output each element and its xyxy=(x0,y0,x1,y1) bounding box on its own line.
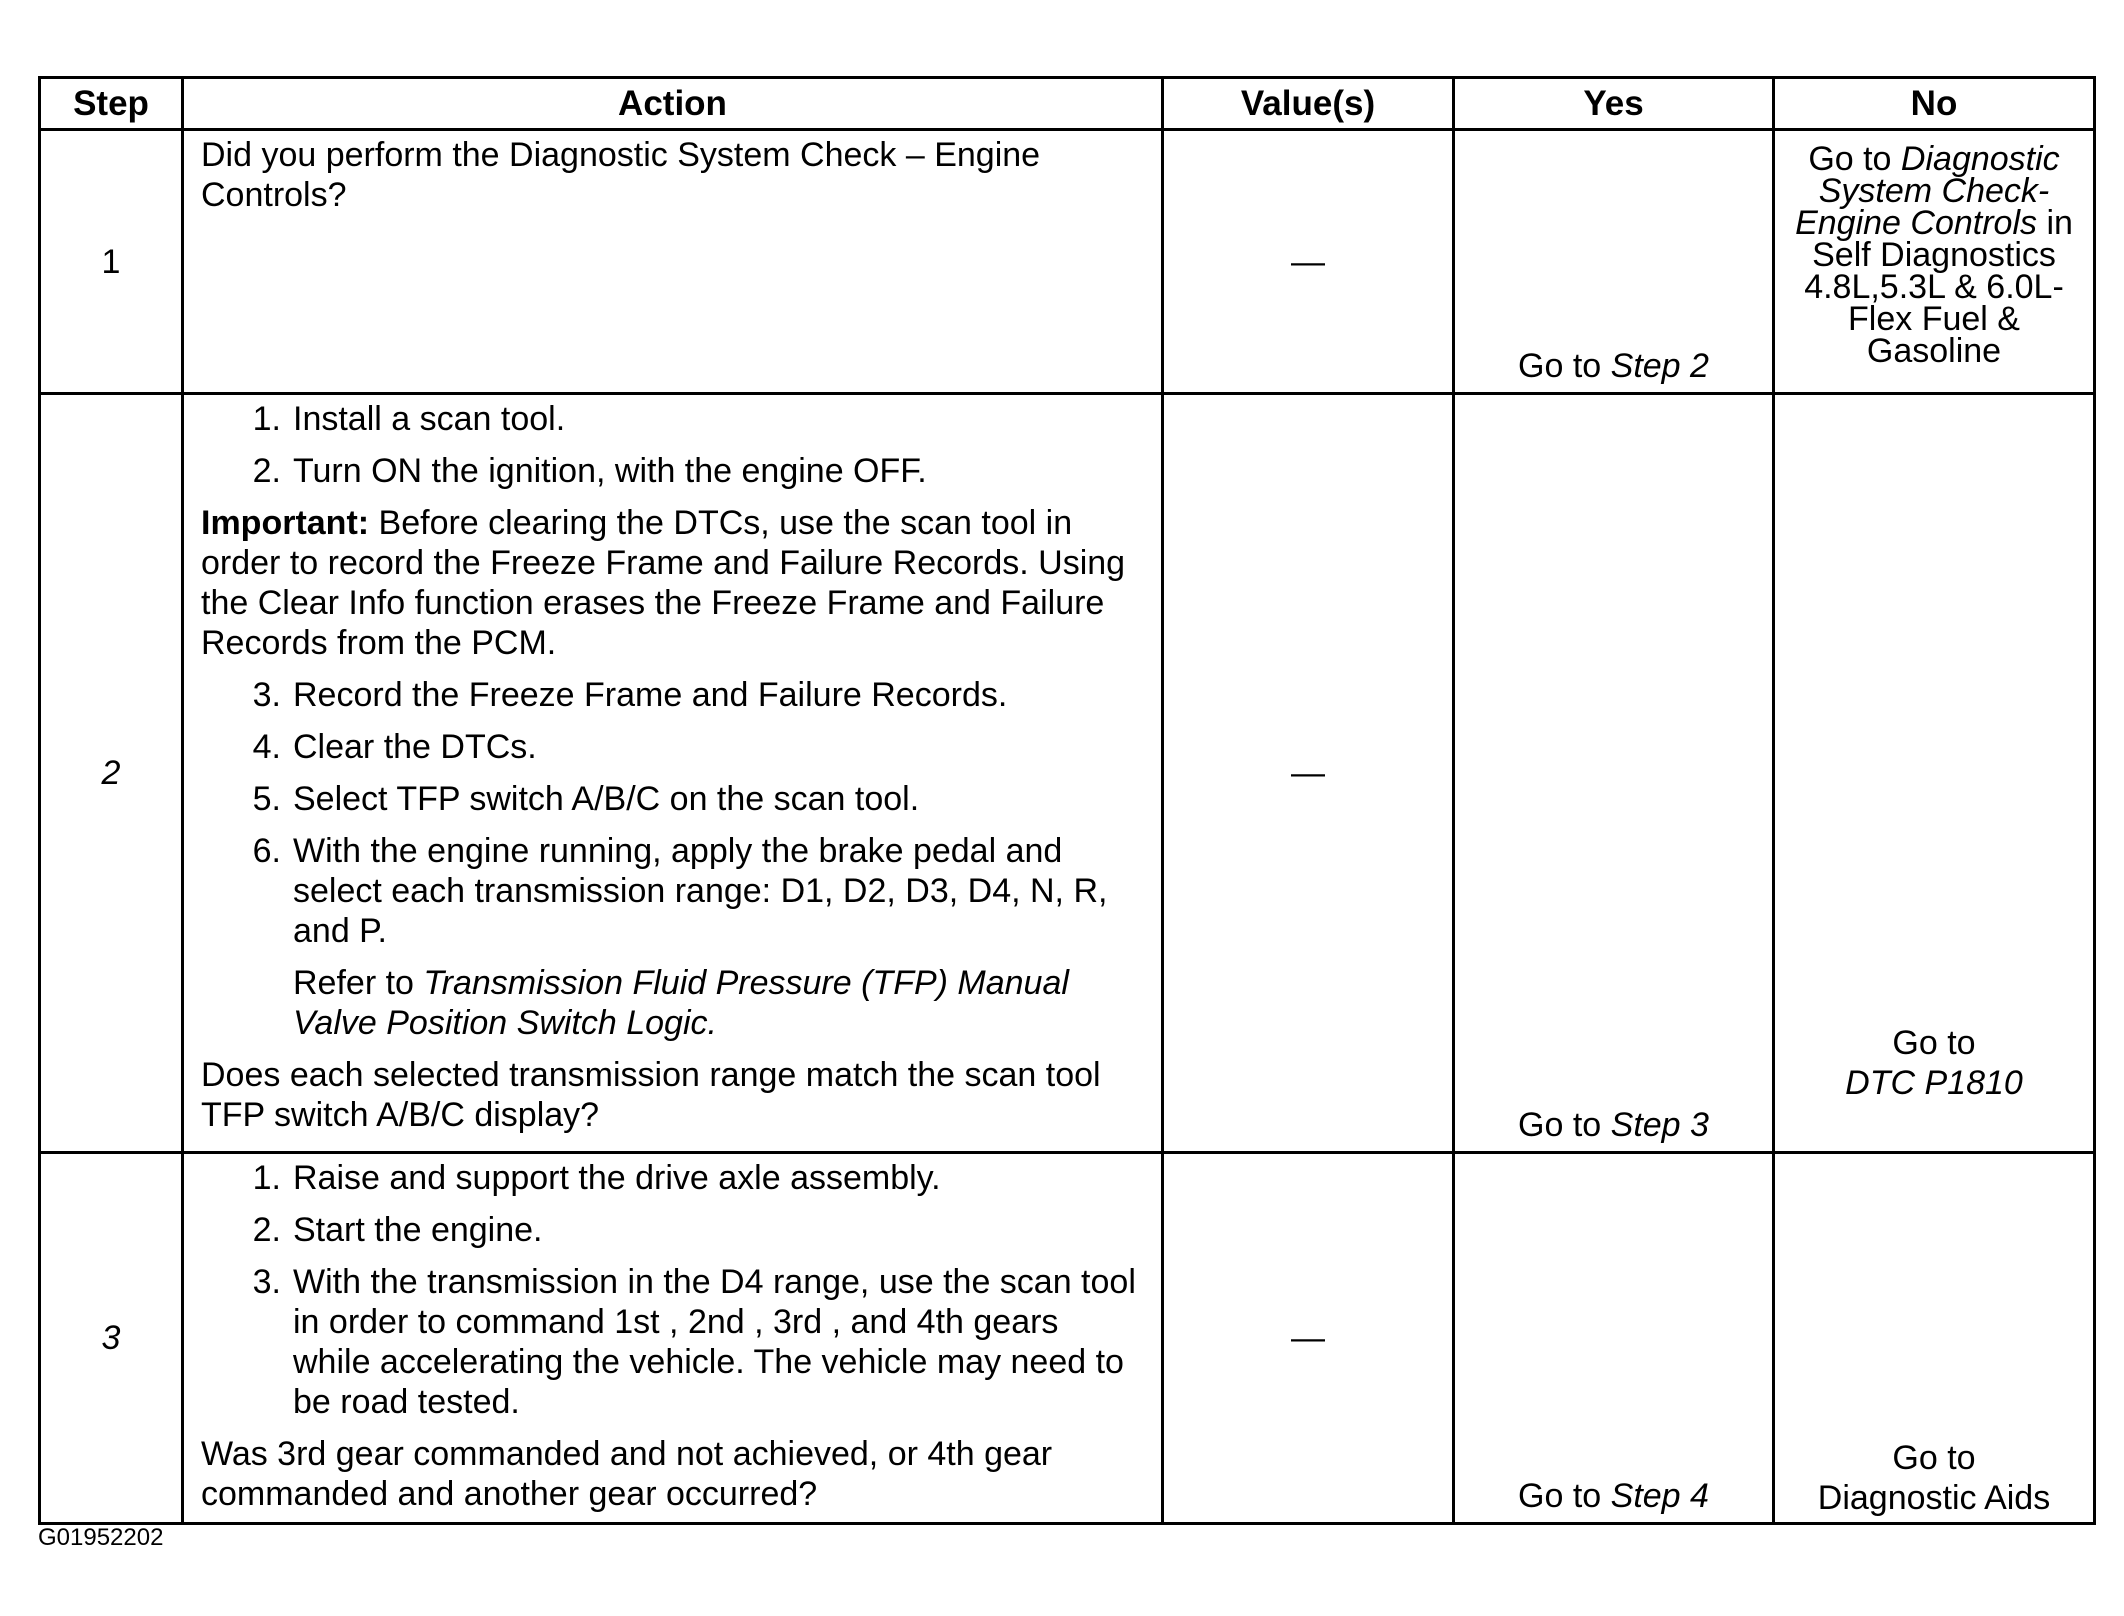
list-item: 2. Start the engine. xyxy=(252,1211,543,1249)
step-number: 1 xyxy=(40,130,183,394)
header-step: Step xyxy=(40,78,183,130)
header-action: Action xyxy=(183,78,1163,130)
value-cell: — xyxy=(1163,394,1454,1153)
yes-prefix: Go to xyxy=(1518,347,1611,385)
step-number: 3 xyxy=(40,1153,183,1524)
action-cell xyxy=(183,130,1163,394)
table-row-step-3 xyxy=(40,1153,2095,1524)
action-cell xyxy=(183,394,1163,1153)
step-number: 2 xyxy=(40,394,183,1153)
no-cell xyxy=(1774,394,2095,1153)
no-diagnostic-link[interactable]: Diagnostic System Check- Engine Controls xyxy=(1795,140,2060,242)
list-item: 3. Record the Freeze Frame and Failure Records. xyxy=(252,676,1008,714)
figure-id: G01952202 xyxy=(38,1524,164,1551)
header-no: No xyxy=(1774,78,2095,130)
no-cell xyxy=(1774,130,2095,394)
no-dtc-link[interactable]: DTC P1810 xyxy=(1845,1064,2023,1102)
action-steps-list xyxy=(201,1158,1139,1422)
action-steps-list xyxy=(201,399,1139,491)
no-prefix: Go to xyxy=(1892,1024,1976,1062)
diagnostic-table xyxy=(38,76,2096,1525)
action-question: Was 3rd gear commanded and not achieved, or 4th gear commanded and another gear occurred? xyxy=(201,1435,1053,1513)
list-item: 1. Raise and support the drive axle assembly. xyxy=(252,1159,941,1197)
action-question: Did you perform the Diagnostic System Check – Engine Controls? xyxy=(201,136,1041,214)
list-item: 3. With the transmission in the D4 range, use the scan tool in order to command 1st , 2nd , 3rd , and 4th gears while accelerating the vehicle. The vehicle may need to be road tested. xyxy=(252,1263,1136,1421)
no-prefix: Go to xyxy=(1808,140,1901,178)
action-cell xyxy=(183,1153,1163,1524)
no-cell xyxy=(1774,1153,2095,1524)
list-item: 1. Install a scan tool. xyxy=(252,400,566,438)
list-item: 6. With the engine running, apply the brake pedal and select each transmission range: D1, D2, D3, D4, N, R, and P. xyxy=(252,832,1108,950)
no-diagnostic-aids-link[interactable]: Diagnostic Aids xyxy=(1817,1479,2051,1517)
yes-cell xyxy=(1454,130,1774,394)
important-note xyxy=(201,503,1139,663)
header-row xyxy=(40,78,2095,130)
action-steps-list xyxy=(201,675,1139,951)
no-suffix: in Self Diagnostics 4.8L,5.3L & 6.0L- Flex Fuel & Gasoline xyxy=(1804,204,2073,370)
value-cell: — xyxy=(1163,1153,1454,1524)
table-row-step-1 xyxy=(40,130,2095,394)
important-text: Before clearing the DTCs, use the scan tool in order to record the Freeze Frame and Failure Records. Using the Clear Info function erases the Freeze Frame and Failure Records from the PCM. xyxy=(201,504,1126,662)
table-row-step-2 xyxy=(40,394,2095,1153)
yes-cell xyxy=(1454,394,1774,1153)
important-label: Important: xyxy=(201,504,370,542)
yes-cell xyxy=(1454,1153,1774,1524)
header-yes: Yes xyxy=(1454,78,1774,130)
list-item: 4. Clear the DTCs. xyxy=(252,728,537,766)
yes-prefix: Go to xyxy=(1518,1106,1611,1144)
yes-step-link[interactable]: Step 3 xyxy=(1610,1106,1709,1144)
yes-prefix: Go to xyxy=(1518,1477,1611,1515)
yes-step-link[interactable]: Step 4 xyxy=(1610,1477,1709,1515)
value-cell: — xyxy=(1163,130,1454,394)
yes-step-link[interactable]: Step 2 xyxy=(1610,347,1709,385)
tfp-logic-link[interactable]: Transmission Fluid Pressure (TFP) Manual Valve Position Switch Logic. xyxy=(293,964,1069,1042)
list-item: 5. Select TFP switch A/B/C on the scan tool. xyxy=(252,780,920,818)
header-values: Value(s) xyxy=(1163,78,1454,130)
action-question: Does each selected transmission range match the scan tool TFP switch A/B/C display? xyxy=(201,1056,1101,1134)
list-item: 2. Turn ON the ignition, with the engine OFF. xyxy=(252,452,927,490)
refer-note: Refer to Transmission Fluid Pressure (TFP) Manual Valve Position Switch Logic. xyxy=(293,964,1069,1042)
no-prefix: Go to xyxy=(1892,1439,1976,1477)
